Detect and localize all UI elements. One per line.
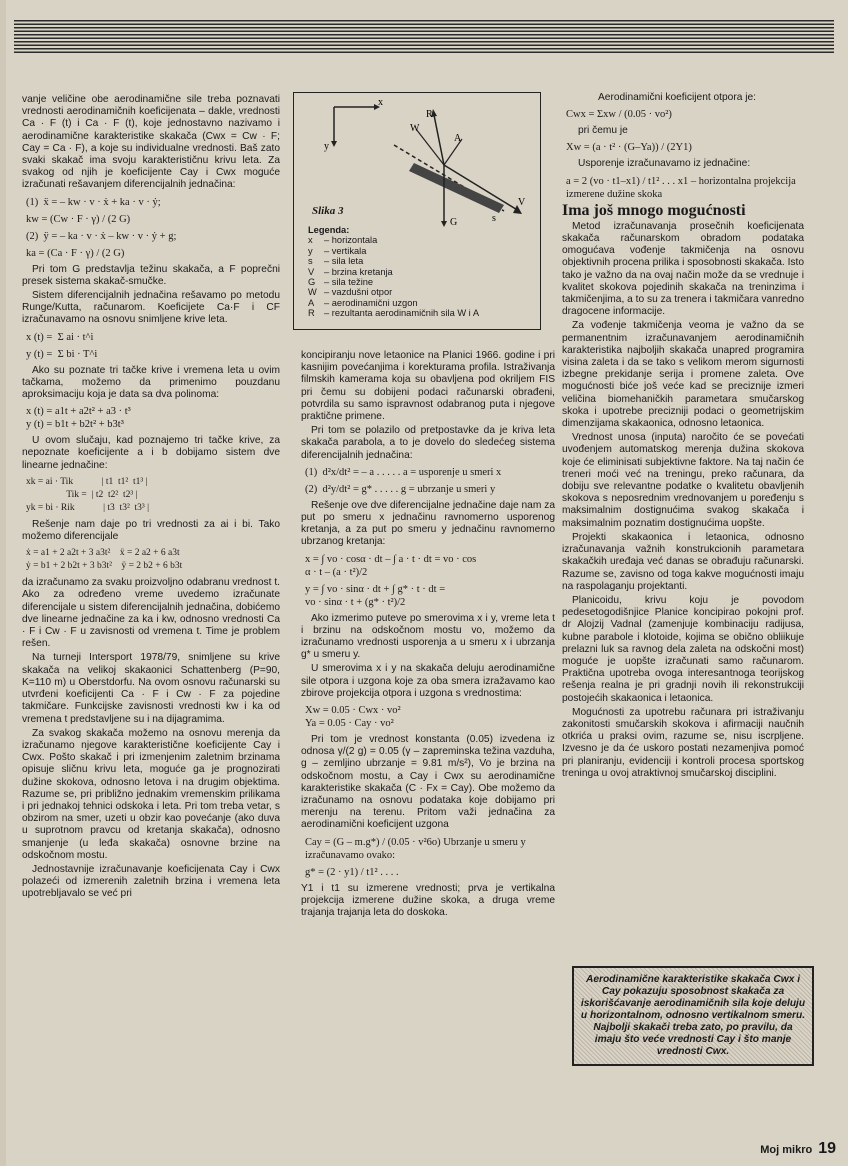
label-s: s [492,213,496,224]
legend-value: – sila težine [324,277,374,288]
paragraph: Za vođenje takmičenja veoma je važno da se permanentnim izračunavanjem aerodinamičnih karakteristika najboljih skakača unapred programira visina zaleta i da se tako s velikom merom sigurnosti izbegne prekidanje serija i promene zaleta. Ove mogućnosti biće još veće kad se preciznije izmeri veličina biomehaničkih parametara smučarskog skoka i upotrebe precizniji podaci o geometrijskim dimenzijama skakaonica, odnosno letaonica. [562,320,804,430]
legend-value: – horizontala [324,235,378,246]
equation: Cwx = Σxw / (0.05 · vo²) [566,109,672,121]
equation: x (t) = Σ ai · t^i [26,331,94,343]
equation: xk = ai · Tik | t1 t1² t1³ | Tik = | t2 t2² t2³ | yk = bi · Rik | t3 t3² t3³ | [26,476,150,513]
equation: Xw = (a · t² · (G–Ya)) / (2Y1) [566,142,692,154]
header-stripe [14,20,834,54]
legend-row [308,235,479,245]
column-1 [22,94,280,903]
paragraph: vanje veličine obe aerodinamične sile treba poznavati vrednosti aerodinamičnih koeficijenata – dakle, vrednosti Ca · F (t) i Ca · F (t), koje jednostavno nazivamo i aerodinamične karakteristike skakača (Cwx = Cw · F; Cay = Ca · F), a koje su individualne vrednosti. Baš zato svaki skakač ima svoju karakterističnu krivu leta. Za svakog od njih je koeficijente Cay i Cwx moguće izračunati rešavanjem diferencijalnih jednačina: [22,94,280,191]
label-R: R [426,109,433,120]
paragraph: U smerovima x i y na skakača deluju aerodinamične sile otpora i uzgona koje za oba smera izražavamo kao zbirove projekcija otpora i uzgona s vrednostima: [301,663,555,699]
legend-key: x [308,235,313,246]
magazine-name: Moj mikro [760,1144,813,1156]
paragraph: Jednostavnije izračunavanje koeficijenata Cay i Cwx polazeći od izmerenih zaletnih brzina i vremena leta upotrebljavalo se već pri [22,863,280,900]
paragraph: Za svakog skakača možemo na osnovu merenja da izračunamo njegove karakteristične koeficijente Cay i Cwx. Pošto skakač i pri izmenjenim zaletnim brzinama opisuje sličnu krivu leta, moguće ga je prognozirati dužine skokova, odnosno letova i na drugim objektima. Razume se, pri približno jednakim vremenskim prilikama i pri jednakoj tehnici odskoka i leta. Pri tom treba vetar, s obzirom na smer, uzeti u obzir kao povećanje (ako duva u suprotnom pravcu od kretanja skakača), odnosno smanjenje (u leđa skakača) osnovne brzine na odskočnom mostu. [22,727,280,861]
legend-row [308,298,479,308]
legend-title: Legenda: [308,225,350,235]
equation: a = 2 (vo · t1–x1) / t1² . . . x1 – horizontalna projekcija izmerene dužine skoka [566,175,796,200]
legend-value: – rezultanta aerodinamičnih sila W i A [324,308,480,319]
legend-row [308,256,479,266]
equation: y (t) = Σ bi · T^i [26,348,98,360]
paragraph: Rešenje nam daje po tri vrednosti za ai i bi. Tako možemo diferencijale [22,518,280,543]
legend-value: – sila leta [324,256,364,267]
legend-row [308,287,479,297]
equation: ka = (Ca · F · γ) / (2 G) [26,247,125,259]
figure-3 [293,92,541,330]
equation: Cay = (G – m.g*) / (0.05 · v²6o) Ubrzanje u smeru y izračunavamo ovako: [305,836,526,861]
equation: x = ∫ vo · cosα · dt – ∫ a · t · dt = vo · cos α · t – (a · t²)/2 [305,553,477,578]
legend-value: – vertikala [324,245,367,256]
paragraph: Vrednost unosa (inputa) naročito će se povećati uvođenjem automatskog merenja dužina skokova koje će eliminisati subjektivne faktore. Na taj način će treneri moći već na treningu, preko računara, da dobiju sve relevantne podatke o kvalitetu obavljenih skokova s neposrednim vrednovanjem u poređenju s maksimalnim dostignućima svakog skakača i maksimalnim poznatim dostignućima uopšte. [562,432,804,529]
paragraph: U ovom slučaju, kad poznajemo tri tačke krive, za nepoznate koeficijente a i b dobijamo sistem dve linearne jednačine: [22,435,280,471]
page-footer [760,1140,836,1158]
equation: kw = (Cw · F · γ) / (2 G) [26,213,131,225]
page-number: 19 [818,1140,836,1157]
section-heading: Ima još mnogo mogućnosti [562,201,746,219]
figure-caption: Slika 3 [312,205,344,217]
highlight-box: Aerodinamične karakteristike skakača Cwx i Cay pokazuju sposobnost skakača za iskorišćavanje aerodinamičnih sila koje deluju u horizontalnom, odnosno vertikalnom smeru. Najbolji skakači treba zato, po pravilu, da imaju što veće vrednosti Cay i što manje vrednosti Cwx. [572,966,814,1066]
legend-key: V [308,266,315,277]
equation: y = ∫ vo · sinα · dt + ∫ g* · t · dt = vo · sinα · t + (g* · t²)/2 [305,583,446,608]
legend-key: s [308,256,313,267]
legend-value: – aerodinamični uzgon [324,297,418,308]
paragraph: Projekti skakaonica i letaonica, odnosno izračunavanja važnih konstrukcionih parametara skakačkih uređaja već danas se obrađuju računarski. Razume se, zavisno od toga kakve mogućnosti imaju na raspolaganju projektanti. [562,531,804,592]
label-V: V [518,197,526,208]
label-W: W [410,123,420,134]
paragraph: Pri tom je vrednost konstanta (0.05) izvedena iz odnosa γ/(2 g) = 0.05 (γ – zapreminska težina vazduha, g – zemljino ubrzanje = 9.81 m/s²), Vo je brzina na odskočnom mostu, a Cay i Cwx su aerodinamične karakteristike skakača (C · Fx = Cay). Obe možemo da izračunamo na osnovu podataka koje dobijamo pri merenju na terenu. Pritom važi jednačina za aerodinamični koeficijent uzgona [301,734,555,831]
equation: (1) ẍ = – kw · v · ẋ + ka · v · ẏ; [26,196,161,208]
label-A: A [454,133,462,144]
legend-key: y [308,245,313,256]
axis-x-label: x [378,97,383,108]
page-edge [0,0,6,1166]
legend-row [308,277,479,287]
paragraph: Aerodinamični koeficijent otpora je: [598,92,756,103]
equation: g* = (2 · y1) / t1² . . . . [305,866,399,878]
paragraph: Y1 i t1 su izmerene vrednosti; prva je vertikalna projekcija izmerene dužine skoka, a druga vreme trajanja trajanja leta do doskoka. [301,882,555,919]
paragraph: Ako izmerimo puteve po smerovima x i y, vreme leta t i brzinu na odskočnom mostu vo, možemo da izračunamo vrednosti usporenja a u smeru x i ubrzanja g* u smeru y. [301,612,555,661]
paragraph: Usporenje izračunavamo iz jednačine: [578,158,751,170]
legend-key: W [308,287,317,298]
paragraph: koncipiranju nove letaonice na Planici 1966. godine i pri kasnijim povećanjima i korekturama profila. Istraživanja filmskih kamerama koja su obavljena pod okriljem FIS pri čemu su dobijeni podaci računarski obrađeni, potvrdila su samo ispravnost odabranog puta i njegove praktične primene. [301,350,555,423]
paragraph: pri čemu je [578,125,628,137]
equation: (2) ÿ = – ka · v · ẋ – kw · v · ẏ + g; [26,230,177,242]
equation: (1) d²x/dt² = – a . . . . . a = usporenje u smeri x [305,466,502,478]
paragraph: Planicoidu, krivu koju je povodom pedesetogodišnjice Planice koncipirao pokojni prof. dr Alojzij Vadnal (zamenjuje kombinaciju radijusa, kubne parabole i klotoide, kojima se obično obliikuje prelazni luk sa ravnog dela zaleta na odskočni most) moguće je uopšte izračunati samo računarom. Praktična upotreba ovoga interesantnoga teorijskog rešenja realna je pri gradnji novih ili rekonstrukciji postojećih skakaonica i letaonica. [562,594,804,704]
legend-row [308,267,479,277]
legend-value: – brzina kretanja [324,266,393,277]
paragraph: Sistem diferencijalnih jednačina rešavamo po metodu Runge/Kutta, računarom. Koeficijete Ca·F i CF izračunavamo na osnovu snimljene krive leta. [22,290,280,326]
equation: (2) d²y/dt² = g* . . . . . g = ubrzanje u smeri y [305,483,496,495]
column-2 [301,350,555,921]
equation: x (t) = a1t + a2t² + a3 · t³ y (t) = b1t + b2t² + b3t³ [26,406,131,431]
equation: ẋ = a1 + 2 a2t + 3 a3t² ẍ = 2 a2 + 6 a3t ẏ = b1 + 2 b2t + 3 b3t² ÿ = 2 b2 + 6 b3t [26,548,183,572]
paragraph: Mogućnosti za upotrebu računara pri istraživanju zakonitosti smučarskih skokova i afirmaciji naučnih otkrića u praksi ovim, razume se, nisu iscrpljene. Izvesno je da će uskoro postati nezamenjiva pomoć pri planiranju, evidenciji i kontroli procesa sportskog treninga u ovoj atraktivnoj smučarskoj disciplini. [562,706,804,779]
paragraph: Pri tom G predstavlja težinu skakača, a F poprečni presek sistema skakač-smučke. [22,263,280,287]
legend-row [308,308,479,318]
equation: Xw = 0.05 · Cwx · vo² Ya = 0.05 · Cay · vo² [305,705,401,730]
legend-value: – vazdušni otpor [324,287,393,298]
paragraph: Ako su poznate tri tačke krive i vremena leta u ovim tačkama, možemo da primenimo pouzdanu aproksimaciju koja je data sa dva polinoma: [22,364,280,401]
paragraph: Rešenje ove dve diferencijalne jednačine daje nam za put po smeru x jednačinu ravnomerno usporenog kretanja, a za put po smeru y jednačinu ravnomerno ubrzanog kretanja: [301,499,555,548]
legend-row [308,246,479,256]
legend-key: G [308,277,316,288]
paragraph: Metod izračunavanja prosečnih koeficijenata skakača računarskom obradom podataka omogućava vođenje takmičenja na osnovu objektivnih procena prilika i sposobnosti skakača. Isto tako je važno da na ovaj način može da se vrednuje i kvalitet skokova pojedinih skakača na treninzima i takmičenjima, a to su za trenera i takmičara vanredno dragocene informacije. [562,220,804,318]
column-3 [562,92,804,782]
paragraph: Na turneji Intersport 1978/79, snimljene su krive skakača na velikoj skakaonici Schattenberg (P=90, K=110 m) u Oberstdorfu. Na ovom osnovu računarski su utvrđeni koeficijenti Ca · F i Cw · F za pojedine takmičare. Funkcijske zavisnosti vrednosti kw i ka od vremena t predstavljene su i na dijagramima. [22,652,280,725]
legend-key: R [308,308,315,319]
label-G: G [450,217,458,228]
paragraph: da izračunamo za svaku proizvoljno odabranu vrednost t. Ako za određeno vreme uvedemo izračunate diferencijale u sistem diferencijalnih jednačina, dobićemo dve linearne jednačine za ka i kw, odnosno vrednosti Ca · F i Cw · F u zavisnosti od vremena t. Time je problem rešen. [22,577,280,650]
axis-y-label: y [324,141,329,152]
paragraph: Pri tom se polazilo od pretpostavke da je kriva leta skakača parabola, a to je dovelo do sledećeg sistema diferencijalnih jednačina: [301,425,555,461]
figure-legend [308,225,479,319]
legend-key: A [308,297,315,308]
